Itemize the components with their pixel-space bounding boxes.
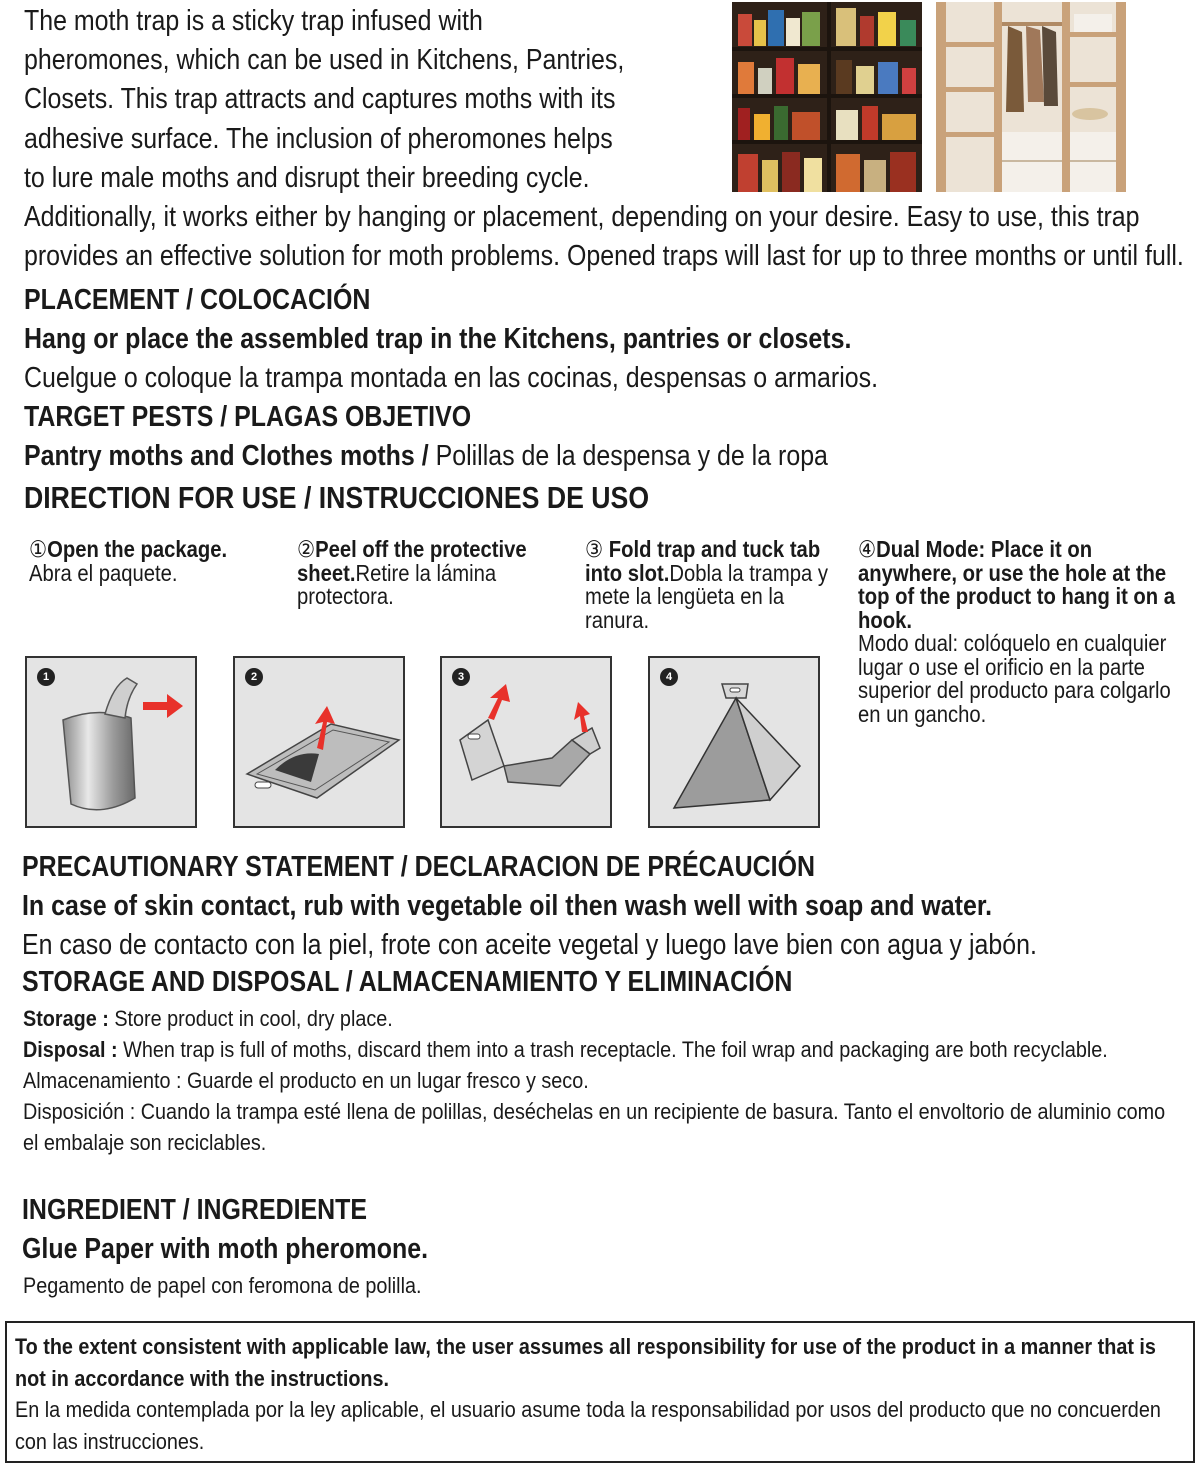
step-4-figure-number: 4	[660, 668, 678, 686]
step-4-marker: ④	[858, 536, 877, 562]
step-2-figure-number: 2	[245, 668, 263, 686]
ingredient-es: Pegamento de papel con feromona de polilla.	[23, 1273, 422, 1298]
storage-label: Storage :	[23, 1006, 109, 1031]
disposal-label: Disposal :	[23, 1037, 118, 1062]
step-4-en: Dual Mode: Place it on anywhere, or use the hole at the top of the product to hang it on a hook.	[858, 536, 1176, 633]
precaution-en: In case of skin contact, rub with vegetable oil then wash well with soap and water.	[22, 890, 993, 922]
step-3-es: Dobla la trampa y mete la lengüeta en la ranura.	[585, 559, 828, 633]
step-3-figure	[440, 656, 612, 828]
step-4-text	[858, 538, 1190, 726]
step-4-figure	[648, 656, 820, 828]
step-1-es: Abra el paquete.	[29, 559, 178, 586]
target-pests-en: Pantry moths and Clothes moths /	[24, 440, 429, 472]
step-2-figure	[233, 656, 405, 828]
storage-line	[23, 1003, 1166, 1034]
step-3-figure-number: 3	[452, 668, 470, 686]
disposicion-line: Disposición : Cuando la trampa esté llena de polillas, deséchelas en un recipiente de basura. Tanto el envoltorio de aluminio como el embalaje son reciclables.	[23, 1099, 1166, 1155]
ingredient-heading: INGREDIENT / INGREDIENTE	[22, 1194, 368, 1226]
storage-heading: STORAGE AND DISPOSAL / ALMACENAMIENTO Y ELIMINACIÓN	[22, 966, 793, 998]
step-3-text	[585, 538, 847, 632]
intro-section	[24, 2, 1200, 276]
disclaimer-es: En la medida contemplada por la ley aplicable, el usuario asume toda la responsabilidad por usos del producto que no concuerden con las instrucciones.	[15, 1397, 1161, 1454]
target-pests-line	[24, 440, 828, 473]
placement-heading: PLACEMENT / COLOCACIÓN	[24, 284, 371, 316]
disclaimer-en: To the extent consistent with applicable law, the user assumes all responsibility for use of the product in a manner that is not in accordance with the instructions.	[15, 1334, 1156, 1391]
placement-es: Cuelgue o coloque la trampa montada en las cocinas, despensas o armarios.	[24, 362, 879, 394]
disposal-text: When trap is full of moths, discard them into a trash receptacle. The foil wrap and packaging are both recyclable.	[117, 1037, 1108, 1062]
ingredient-en: Glue Paper with moth pheromone.	[22, 1233, 429, 1265]
precaution-es: En caso de contacto con la piel, frote con aceite vegetal y luego lave bien con agua y jabón.	[22, 929, 1037, 961]
storage-details	[23, 1003, 1200, 1158]
step-4-es: Modo dual: colóquelo en cualquier lugar o use el orificio en la parte superior del producto para colgarlo en un gancho.	[858, 630, 1171, 727]
step-1-text	[29, 538, 279, 585]
disclaimer-box	[5, 1321, 1195, 1463]
step-3-marker: ③	[585, 536, 604, 562]
target-pests-heading: TARGET PESTS / PLAGAS OBJETIVO	[24, 401, 472, 433]
ingredient-es-wrap	[23, 1270, 1200, 1301]
step-1-en: Open the package.	[47, 536, 228, 562]
step-1-figure	[25, 656, 197, 828]
target-pests-es: Polillas de la despensa y de la ropa	[435, 440, 828, 472]
almacenamiento-line: Almacenamiento : Guarde el producto en un lugar fresco y seco.	[23, 1068, 589, 1093]
step-1-figure-number: 1	[37, 668, 55, 686]
direction-heading: DIRECTION FOR USE / INSTRUCCIONES DE USO	[24, 480, 650, 515]
step-3-en: Fold trap and tuck tab into slot.	[585, 536, 821, 586]
step-2-es: Retire la lámina protectora.	[297, 559, 497, 609]
step-1-marker: ①	[29, 536, 48, 562]
step-2-text	[297, 538, 567, 609]
placement-en: Hang or place the assembled trap in the Kitchens, pantries or closets.	[24, 323, 852, 355]
precaution-heading: PRECAUTIONARY STATEMENT / DECLARACION DE PRÉCAUCIÓN	[22, 851, 816, 883]
storage-text: Store product in cool, dry place.	[108, 1006, 393, 1031]
disposal-line	[23, 1034, 1166, 1065]
step-2-en: Peel off the protective sheet.	[297, 536, 527, 586]
step-2-marker: ②	[297, 536, 316, 562]
intro-text: The moth trap is a sticky trap infused with pheromones, which can be used in Kitchens, Pantries, Closets. This trap attracts and captures moths with its adhesive surface. The inclusion of pheromones helps to lure male moths and disrupt their breeding cycle. Additionally, it works either by hanging or placement, depending on your desire. Easy to use, this trap provides an effective solution for moth problems. Opened traps will last for up to three months or until full.	[24, 5, 1184, 273]
